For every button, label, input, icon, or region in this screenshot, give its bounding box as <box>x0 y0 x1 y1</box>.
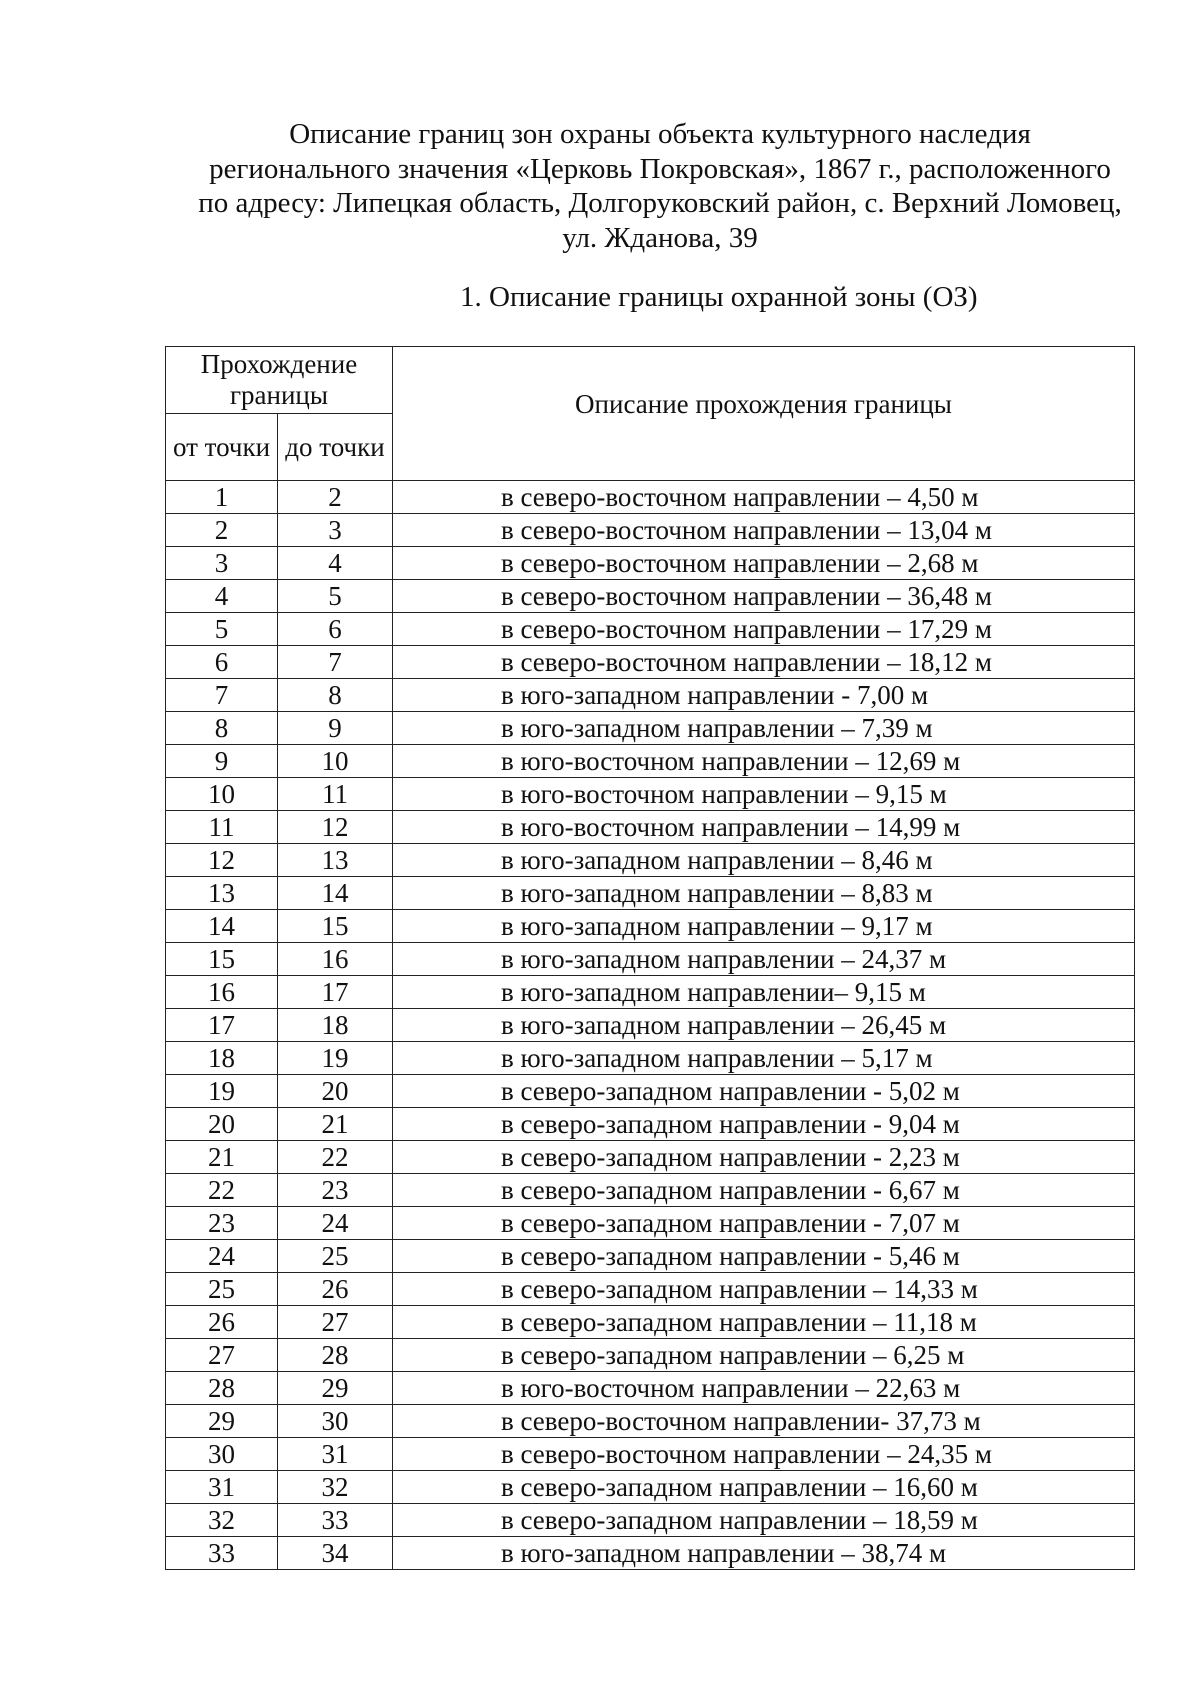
from-point-cell: 13 <box>166 877 278 910</box>
to-point-cell: 27 <box>278 1306 393 1339</box>
to-point-cell: 25 <box>278 1240 393 1273</box>
from-point-cell: 31 <box>166 1471 278 1504</box>
to-point-cell: 19 <box>278 1042 393 1075</box>
table-row <box>166 1405 1135 1438</box>
table-body <box>166 481 1135 1570</box>
to-point-cell: 12 <box>278 811 393 844</box>
description-cell: в юго-западном направлении – 38,74 м <box>393 1537 1135 1570</box>
table-row <box>166 976 1135 1009</box>
from-point-cell: 21 <box>166 1141 278 1174</box>
table-row <box>166 1075 1135 1108</box>
header-from-point: от точки <box>166 414 278 481</box>
to-point-cell: 33 <box>278 1504 393 1537</box>
description-cell: в юго-западном направлении – 9,17 м <box>393 910 1135 943</box>
to-point-cell: 10 <box>278 745 393 778</box>
from-point-cell: 18 <box>166 1042 278 1075</box>
from-point-cell: 3 <box>166 547 278 580</box>
description-cell: в северо-восточном направлении – 36,48 м <box>393 580 1135 613</box>
from-point-cell: 27 <box>166 1339 278 1372</box>
header-group-boundary-passage: Прохождение границы <box>166 347 393 414</box>
from-point-cell: 23 <box>166 1207 278 1240</box>
description-cell: в северо-западном направлении – 16,60 м <box>393 1471 1135 1504</box>
from-point-cell: 9 <box>166 745 278 778</box>
description-cell: в северо-западном направлении - 6,67 м <box>393 1174 1135 1207</box>
title-line: Описание границ зон охраны объекта культурного наследия <box>289 118 1031 150</box>
to-point-cell: 22 <box>278 1141 393 1174</box>
boundary-table <box>165 346 1135 1570</box>
section-heading: 1. Описание границы охранной зоны (ОЗ) <box>460 281 978 313</box>
to-point-cell: 20 <box>278 1075 393 1108</box>
to-point-cell: 17 <box>278 976 393 1009</box>
table-row <box>166 1009 1135 1042</box>
table-row <box>166 712 1135 745</box>
from-point-cell: 30 <box>166 1438 278 1471</box>
description-cell: в северо-восточном направлении – 18,12 м <box>393 646 1135 679</box>
from-point-cell: 1 <box>166 481 278 514</box>
table-row <box>166 745 1135 778</box>
table-row <box>166 811 1135 844</box>
table-row <box>166 514 1135 547</box>
table-row <box>166 679 1135 712</box>
table-row <box>166 1339 1135 1372</box>
to-point-cell: 8 <box>278 679 393 712</box>
to-point-cell: 6 <box>278 613 393 646</box>
description-cell: в северо-западном направлении - 5,02 м <box>393 1075 1135 1108</box>
to-point-cell: 30 <box>278 1405 393 1438</box>
from-point-cell: 19 <box>166 1075 278 1108</box>
description-cell: в северо-восточном направлении – 4,50 м <box>393 481 1135 514</box>
table-row <box>166 547 1135 580</box>
from-point-cell: 28 <box>166 1372 278 1405</box>
from-point-cell: 16 <box>166 976 278 1009</box>
to-point-cell: 29 <box>278 1372 393 1405</box>
description-cell: в северо-западном направлении - 5,46 м <box>393 1240 1135 1273</box>
to-point-cell: 9 <box>278 712 393 745</box>
to-point-cell: 3 <box>278 514 393 547</box>
description-cell: в северо-западном направлении - 2,23 м <box>393 1141 1135 1174</box>
table-row <box>166 580 1135 613</box>
description-cell: в северо-западном направлении - 7,07 м <box>393 1207 1135 1240</box>
description-cell: в северо-восточном направлении – 2,68 м <box>393 547 1135 580</box>
table-row <box>166 778 1135 811</box>
from-point-cell: 20 <box>166 1108 278 1141</box>
description-cell: в юго-западном направлении – 24,37 м <box>393 943 1135 976</box>
description-cell: в юго-восточном направлении – 14,99 м <box>393 811 1135 844</box>
to-point-cell: 5 <box>278 580 393 613</box>
table-row <box>166 1174 1135 1207</box>
table-row <box>166 1537 1135 1570</box>
table-row <box>166 1240 1135 1273</box>
table-row <box>166 844 1135 877</box>
table-row <box>166 1042 1135 1075</box>
description-cell: в юго-западном направлении - 7,00 м <box>393 679 1135 712</box>
table-row <box>166 1207 1135 1240</box>
description-cell: в северо-восточном направлении – 13,04 м <box>393 514 1135 547</box>
description-cell: в юго-западном направлении– 9,15 м <box>393 976 1135 1009</box>
description-cell: в северо-западном направлении – 18,59 м <box>393 1504 1135 1537</box>
from-point-cell: 8 <box>166 712 278 745</box>
from-point-cell: 24 <box>166 1240 278 1273</box>
to-point-cell: 32 <box>278 1471 393 1504</box>
title-line: регионального значения «Церковь Покровская», 1867 г., расположенного <box>209 152 1111 185</box>
to-point-cell: 11 <box>278 778 393 811</box>
from-point-cell: 17 <box>166 1009 278 1042</box>
from-point-cell: 15 <box>166 943 278 976</box>
to-point-cell: 21 <box>278 1108 393 1141</box>
from-point-cell: 11 <box>166 811 278 844</box>
from-point-cell: 32 <box>166 1504 278 1537</box>
from-point-cell: 25 <box>166 1273 278 1306</box>
to-point-cell: 16 <box>278 943 393 976</box>
from-point-cell: 5 <box>166 613 278 646</box>
description-cell: в северо-восточном направлении – 17,29 м <box>393 613 1135 646</box>
description-cell: в северо-восточном направлении – 24,35 м <box>393 1438 1135 1471</box>
from-point-cell: 7 <box>166 679 278 712</box>
from-point-cell: 6 <box>166 646 278 679</box>
description-cell: в северо-западном направлении - 9,04 м <box>393 1108 1135 1141</box>
description-cell: в юго-восточном направлении – 9,15 м <box>393 778 1135 811</box>
description-cell: в северо-западном направлении – 14,33 м <box>393 1273 1135 1306</box>
from-point-cell: 33 <box>166 1537 278 1570</box>
table-row <box>166 1306 1135 1339</box>
description-cell: в северо-западном направлении – 6,25 м <box>393 1339 1135 1372</box>
description-cell: в юго-западном направлении – 5,17 м <box>393 1042 1135 1075</box>
from-point-cell: 29 <box>166 1405 278 1438</box>
from-point-cell: 22 <box>166 1174 278 1207</box>
to-point-cell: 28 <box>278 1339 393 1372</box>
to-point-cell: 13 <box>278 844 393 877</box>
description-cell: в юго-западном направлении – 7,39 м <box>393 712 1135 745</box>
table-row <box>166 1372 1135 1405</box>
description-cell: в юго-восточном направлении – 12,69 м <box>393 745 1135 778</box>
from-point-cell: 26 <box>166 1306 278 1339</box>
table-row <box>166 613 1135 646</box>
table-row <box>166 943 1135 976</box>
table-row <box>166 646 1135 679</box>
from-point-cell: 12 <box>166 844 278 877</box>
from-point-cell: 4 <box>166 580 278 613</box>
description-cell: в юго-западном направлении – 8,46 м <box>393 844 1135 877</box>
to-point-cell: 23 <box>278 1174 393 1207</box>
description-cell: в северо-восточном направлении- 37,73 м <box>393 1405 1135 1438</box>
table-row <box>166 1471 1135 1504</box>
to-point-cell: 26 <box>278 1273 393 1306</box>
table-row <box>166 1504 1135 1537</box>
from-point-cell: 14 <box>166 910 278 943</box>
from-point-cell: 2 <box>166 514 278 547</box>
table-row <box>166 1273 1135 1306</box>
table-row <box>166 1438 1135 1471</box>
from-point-cell: 10 <box>166 778 278 811</box>
description-cell: в юго-западном направлении – 26,45 м <box>393 1009 1135 1042</box>
description-cell: в юго-западном направлении – 8,83 м <box>393 877 1135 910</box>
description-cell: в юго-восточном направлении – 22,63 м <box>393 1372 1135 1405</box>
table-row <box>166 877 1135 910</box>
to-point-cell: 7 <box>278 646 393 679</box>
header-to-point: до точки <box>278 414 393 481</box>
table-row <box>166 1108 1135 1141</box>
description-cell: в северо-западном направлении – 11,18 м <box>393 1306 1135 1339</box>
document-title <box>150 117 1170 255</box>
to-point-cell: 34 <box>278 1537 393 1570</box>
table-row <box>166 1141 1135 1174</box>
title-line: по адресу: Липецкая область, Долгоруковский район, с. Верхний Ломовец, <box>198 187 1122 219</box>
to-point-cell: 2 <box>278 481 393 514</box>
to-point-cell: 31 <box>278 1438 393 1471</box>
table-row <box>166 910 1135 943</box>
table-row <box>166 481 1135 514</box>
title-line: ул. Жданова, 39 <box>562 221 758 254</box>
to-point-cell: 18 <box>278 1009 393 1042</box>
to-point-cell: 15 <box>278 910 393 943</box>
to-point-cell: 4 <box>278 547 393 580</box>
to-point-cell: 14 <box>278 877 393 910</box>
to-point-cell: 24 <box>278 1207 393 1240</box>
header-description: Описание прохождения границы <box>393 347 1135 481</box>
